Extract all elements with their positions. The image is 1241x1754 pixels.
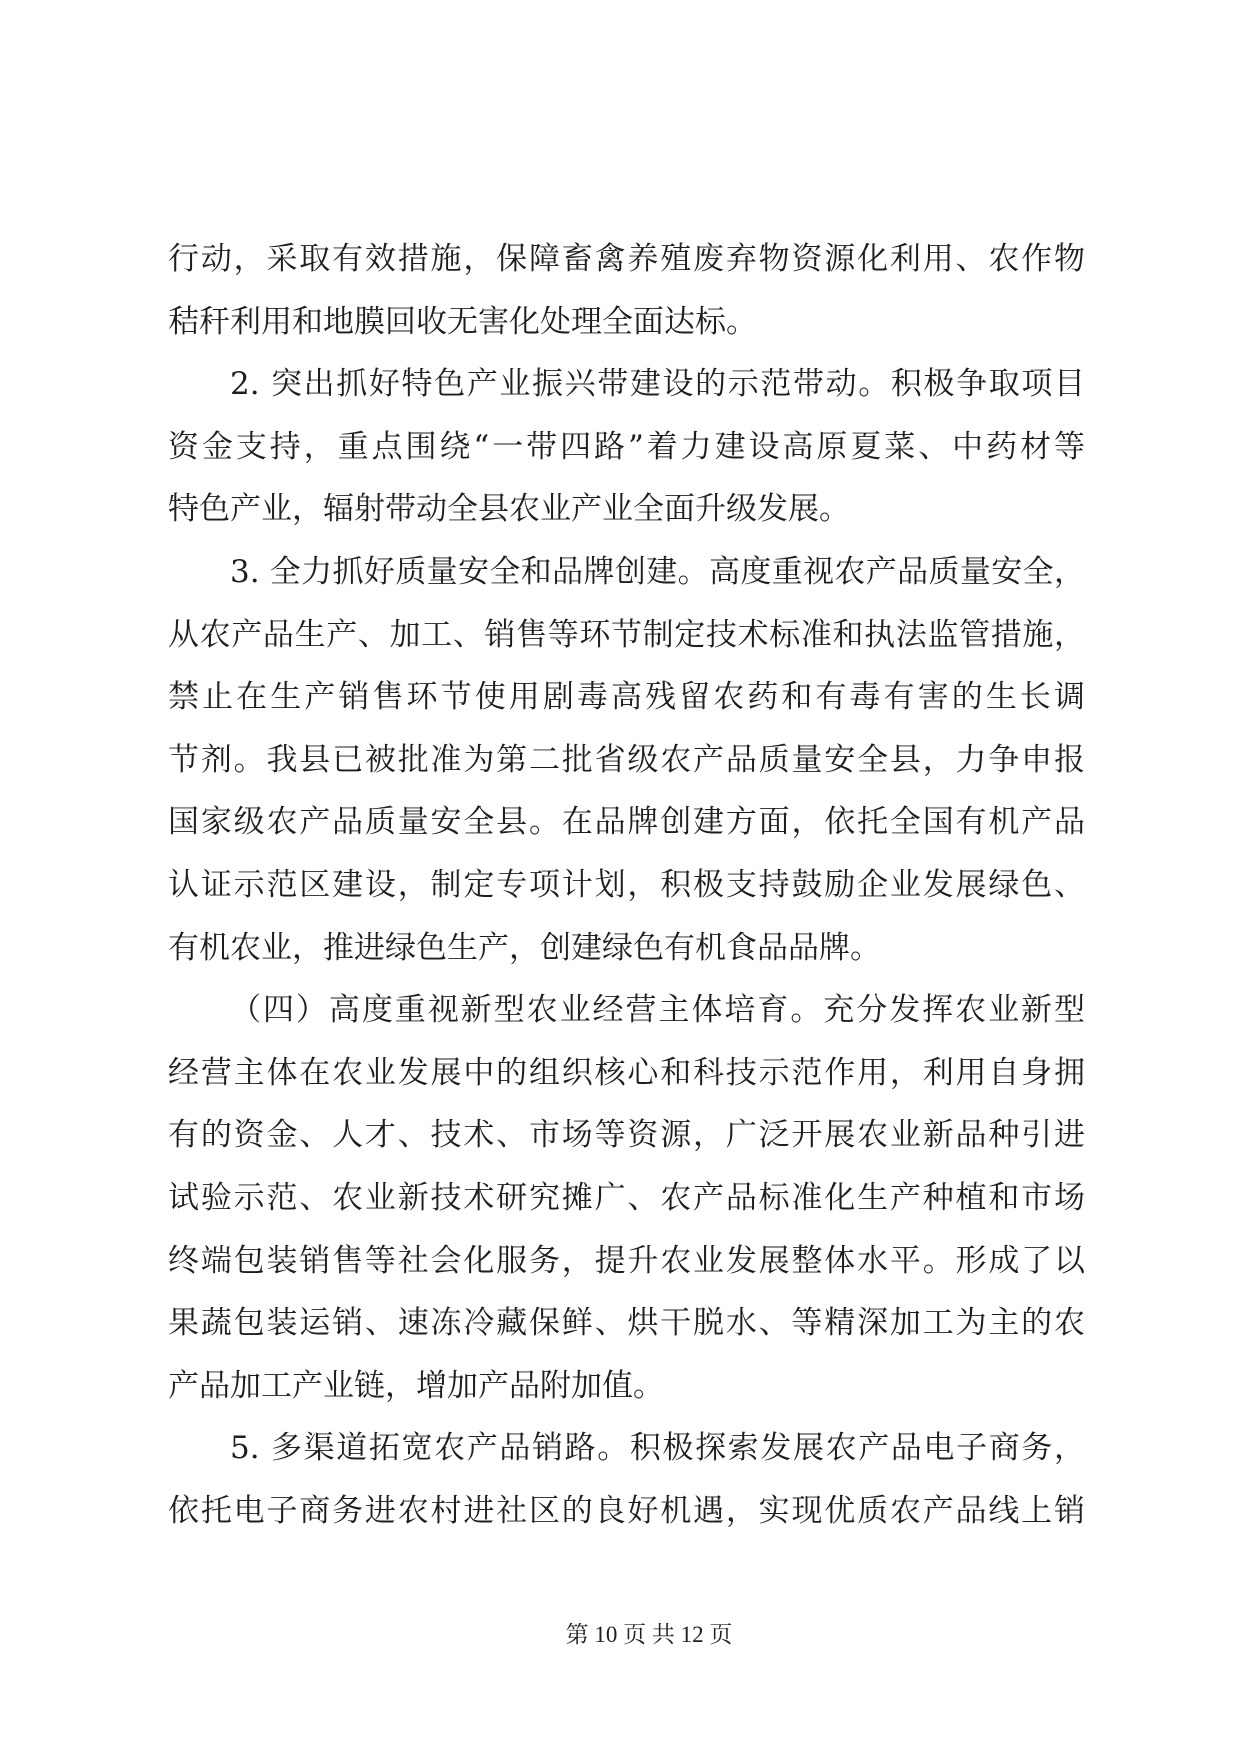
text-line: 终端包装销售等社会化服务，提升农业发展整体水平。形成了以 [168,1242,1085,1279]
text-line: 节剂。我县已被批准为第二批省级农产品质量安全县，力争申报 [168,741,1085,778]
text-line: 资金支持，重点围绕“一带四路”着力建设高原夏菜、中药材等 [168,428,1085,465]
text-line: 有的资金、人才、技术、市场等资源，广泛开展农业新品种引进 [168,1117,1085,1154]
paragraph-first-line: 2. 突出抓好特色产业振兴带建设的示范带动。积极争取项目 [230,366,1085,403]
text-line: 禁止在生产销售环节使用剧毒高残留农药和有毒有害的生长调 [168,679,1085,716]
paragraph-first-line: （四）高度重视新型农业经营主体培育。充分发挥农业新型 [230,992,1085,1029]
paragraph-first-line: 5. 多渠道拓宽农产品销路。积极探索发展农产品电子商务， [230,1430,1085,1467]
text-line: 试验示范、农业新技术研究摊广、农产品标准化生产种植和市场 [168,1179,1085,1216]
text-line: 依托电子商务进农村进社区的良好机遇，实现优质农产品线上销 [168,1492,1085,1529]
text-line: 有机农业，推进绿色生产，创建绿色有机食品品牌。 [168,929,881,966]
text-line: 国家级农产品质量安全县。在品牌创建方面，依托全国有机产品 [168,804,1085,841]
text-line: 行动，采取有效措施，保障畜禽养殖废弃物资源化利用、农作物 [168,241,1085,277]
text-line: 经营主体在农业发展中的组织核心和科技示范作用，利用自身拥 [168,1054,1085,1091]
text-line: 特色产业，辐射带动全县农业产业全面升级发展。 [168,491,850,528]
text-line: 从农产品生产、加工、销售等环节制定技术标准和执法监管措施， [168,616,1085,653]
paragraph-first-line: 3. 全力抓好质量安全和品牌创建。高度重视农产品质量安全， [230,553,1085,590]
text-line: 认证示范区建设，制定专项计划，积极支持鼓励企业发展绿色、 [168,866,1085,903]
text-line: 秸秆利用和地膜回收无害化处理全面达标。 [168,303,757,340]
document-body [168,228,1085,1542]
text-line: 果蔬包装运销、速冻冷藏保鲜、烘干脱水、等精深加工为主的农 [168,1305,1085,1342]
text-line: 产品加工产业链，增加产品附加值。 [168,1367,664,1404]
page-number-footer: 第 10 页 共 12 页 [565,1622,733,1647]
